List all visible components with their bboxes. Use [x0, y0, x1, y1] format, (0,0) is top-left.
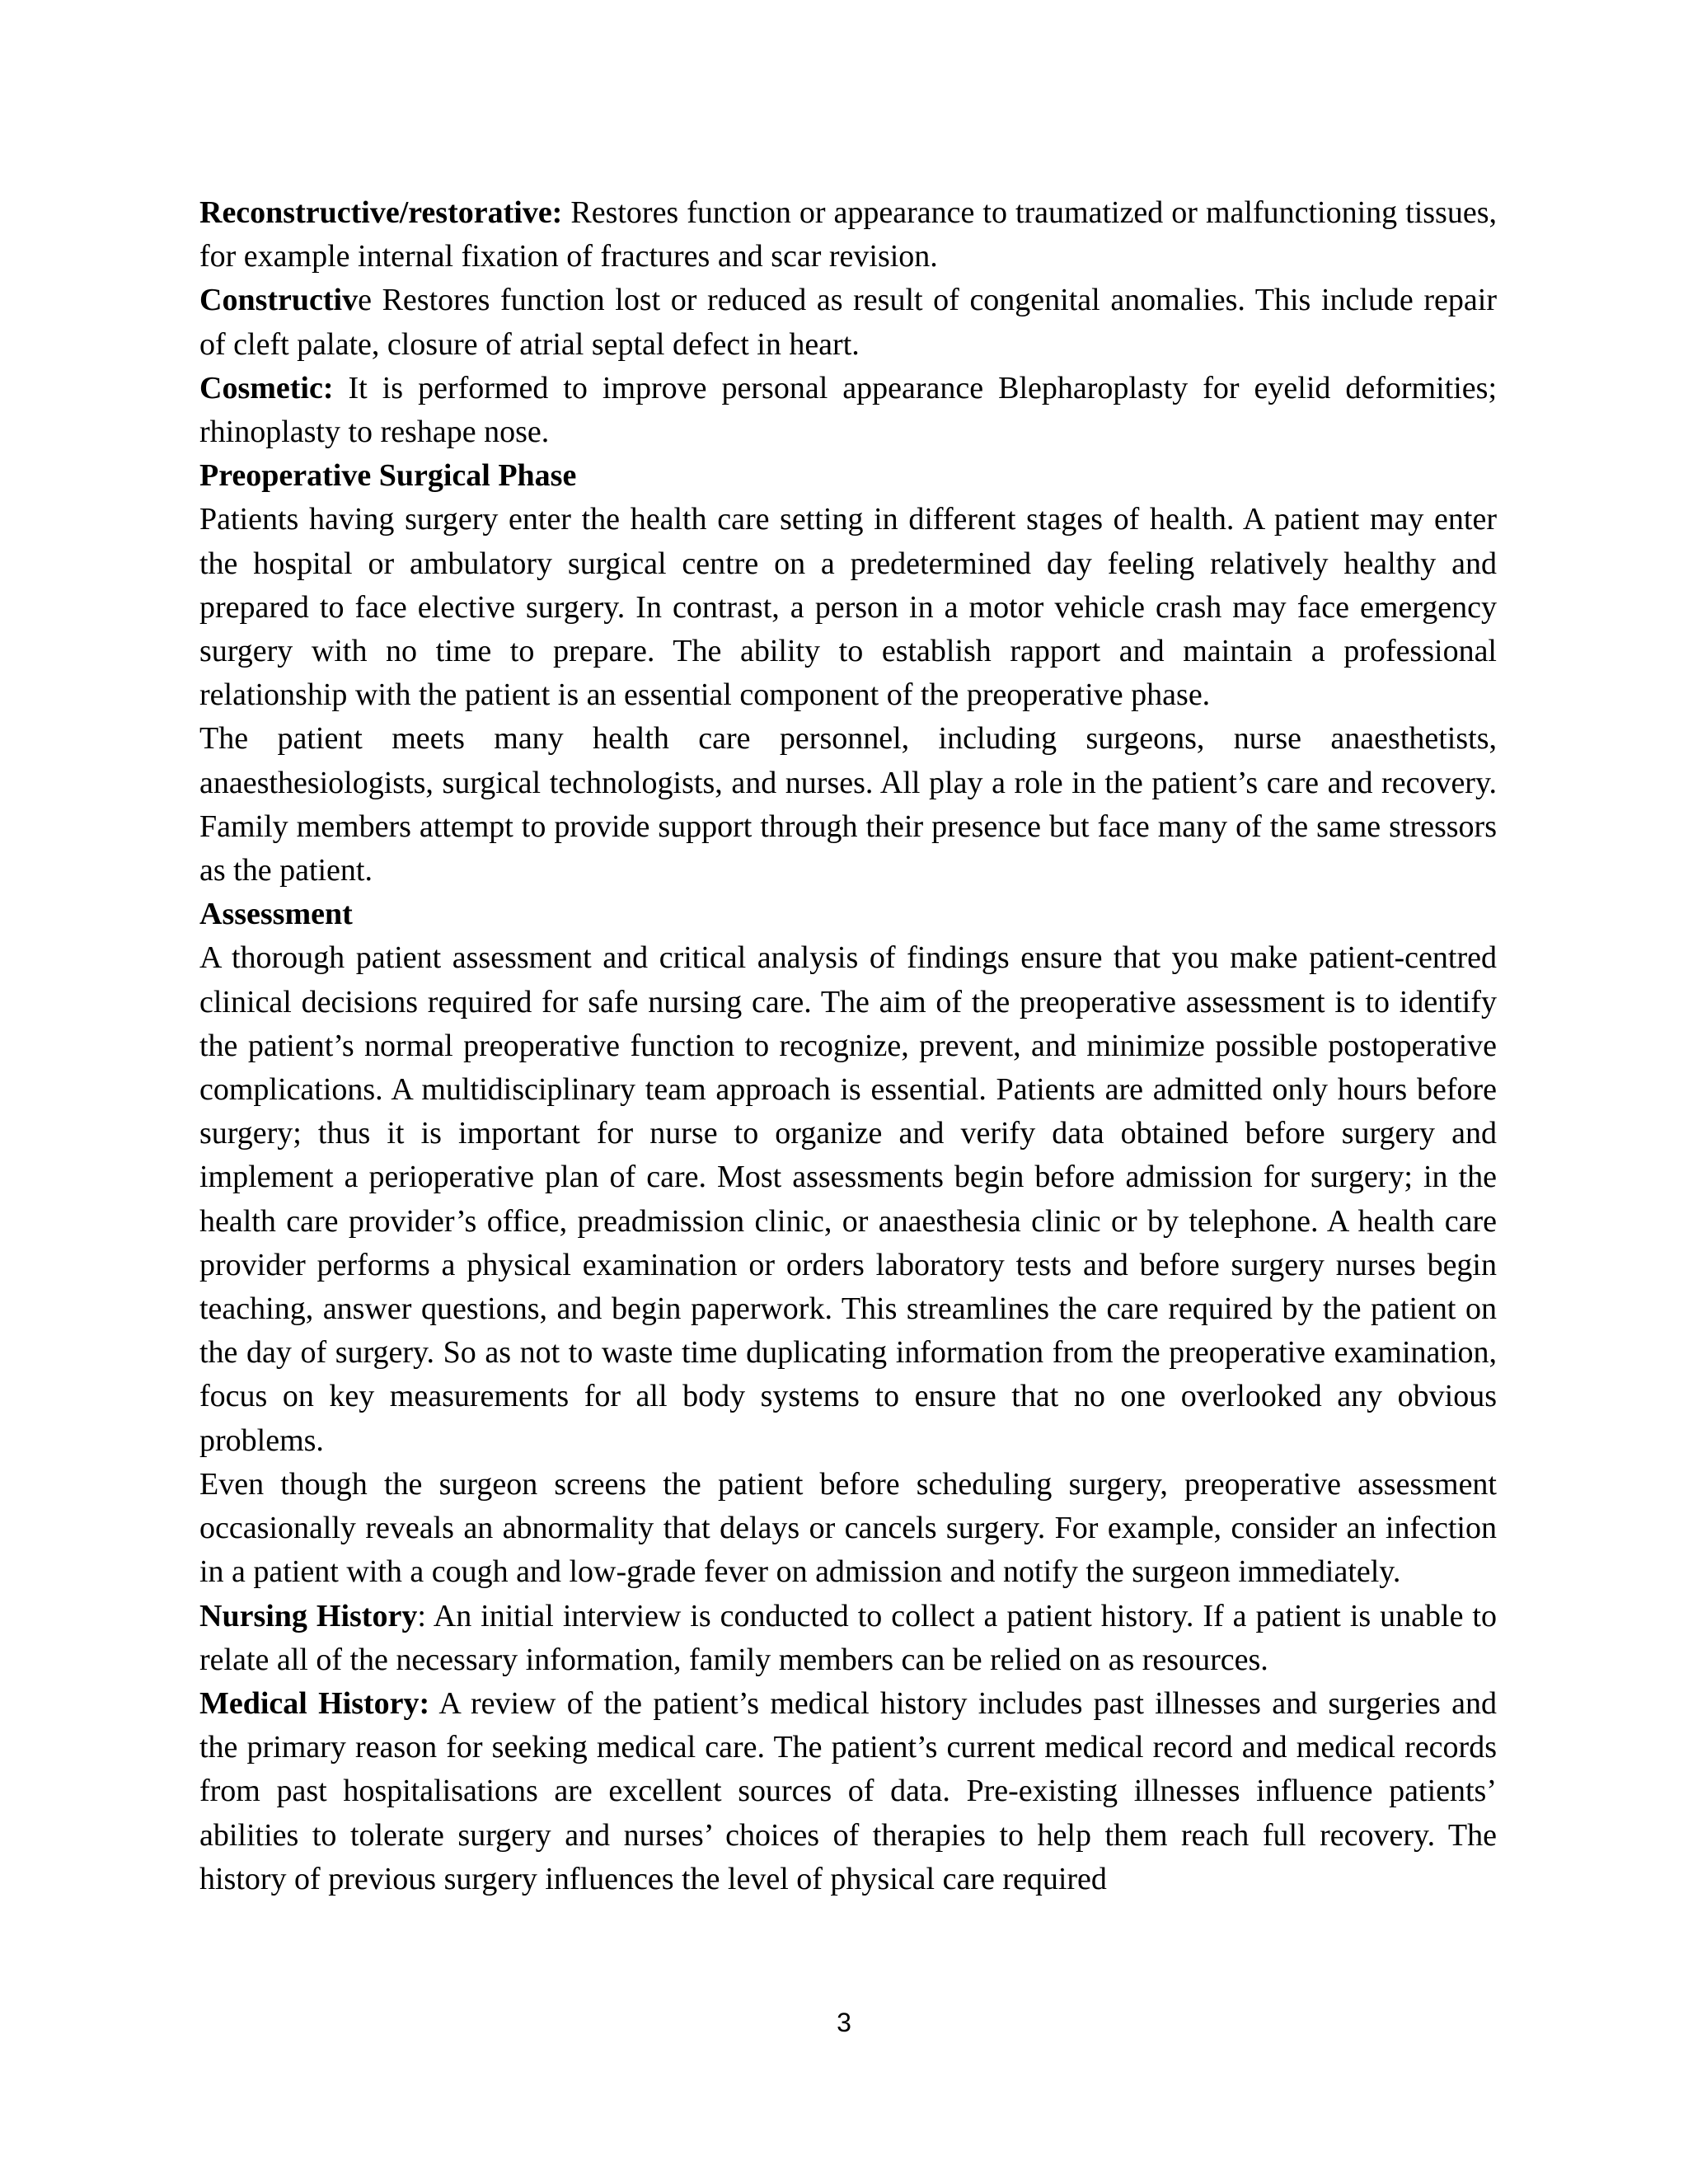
paragraph-preoperative-2: The patient meets many health care personnel, including surgeons, nurse anaesthetists, anaesthesiologists, surgical technologists, and nurses. All play a role in the patient’s care and recovery. Family members attempt to provide support through their presence but face many of the same stressors as the patient. [199, 721, 1497, 888]
paragraph-reconstructive [199, 191, 1497, 279]
term-nursing-history: Nursing History [199, 1598, 418, 1633]
text-nursing-history: : An initial interview is conducted to collect a patient history. If a patient is unable to relate all of the necessary information, family members can be relied on as resources. [199, 1598, 1497, 1677]
paragraph-cosmetic [199, 367, 1497, 454]
heading-preoperative-surgical-phase: Preoperative Surgical Phase [199, 458, 577, 494]
text-reconstructive: Restores function or appearance to traumatized or malfunctioning tissues, for example internal fixation of fractures and scar revision. [199, 195, 1497, 274]
text-constructive: e Restores function lost or reduced as result of congenital anomalies. This include repair of cleft palate, closure of atrial septal defect in heart. [199, 283, 1497, 362]
paragraph-medical-history [199, 1682, 1497, 1901]
document-body [199, 191, 1497, 1901]
paragraph-constructive [199, 279, 1497, 366]
term-reconstructive: Reconstructive/restorative: [199, 195, 563, 230]
term-medical-history: Medical History: [199, 1685, 430, 1721]
heading-assessment: Assessment [199, 897, 353, 932]
paragraph-nursing-history [199, 1595, 1497, 1682]
paragraph-assessment-1: A thorough patient assessment and critical analysis of findings ensure that you make patient-centred clinical decisions required for safe nursing care. The aim of the preoperative assessment is to identify the patient’s normal preoperative function to recognize, prevent, and minimize possible postoperative complications. A multidisciplinary team approach is essential. Patients are admitted only hours before surgery; thus it is important for nurse to organize and verify data obtained before surgery and implement a perioperative plan of care. Most assessments begin before admission for surgery; in the health care provider’s office, preadmission clinic, or anaesthesia clinic or by telephone. A health care provider performs a physical examination or orders laboratory tests and before surgery nurses begin teaching, answer questions, and begin paperwork. This streamlines the care required by the patient on the day of surgery. So as not to waste time duplicating information from the preoperative examination, focus on key measurements for all body systems to ensure that no one overlooked any obvious problems. [199, 940, 1497, 1458]
text-medical-history: A review of the patient’s medical history includes past illnesses and surgeries and the primary reason for seeking medical care. The patient’s current medical record and medical records from past hospitalisations are excellent sources of data. Pre-existing illnesses influence patients’ abilities to tolerate surgery and nurses’ choices of therapies to help them reach full recovery. The history of previous surgery influences the level of physical care required [199, 1685, 1497, 1896]
paragraph-assessment-2: Even though the surgeon screens the patient before scheduling surgery, preoperative assessment occasionally reveals an abnormality that delays or cancels surgery. For example, consider an infection in a patient with a cough and low-grade fever on admission and notify the surgeon immediately. [199, 1466, 1497, 1590]
term-constructive: Constructiv [199, 283, 359, 318]
paragraph-preoperative-1: Patients having surgery enter the health care setting in different stages of health. A patient may enter the hospital or ambulatory surgical centre on a predetermined day feeling relatively healthy and prepared to face elective surgery. In contrast, a person in a motor vehicle crash may face emergency surgery with no time to prepare. The ability to establish rapport and maintain a professional relationship with the patient is an essential component of the preoperative phase. [199, 502, 1497, 713]
term-cosmetic: Cosmetic: [199, 370, 334, 405]
page-number: 3 [837, 2008, 851, 2037]
text-cosmetic: It is performed to improve personal appearance Blepharoplasty for eyelid deformities; rhinoplasty to reshape nose. [199, 370, 1497, 450]
